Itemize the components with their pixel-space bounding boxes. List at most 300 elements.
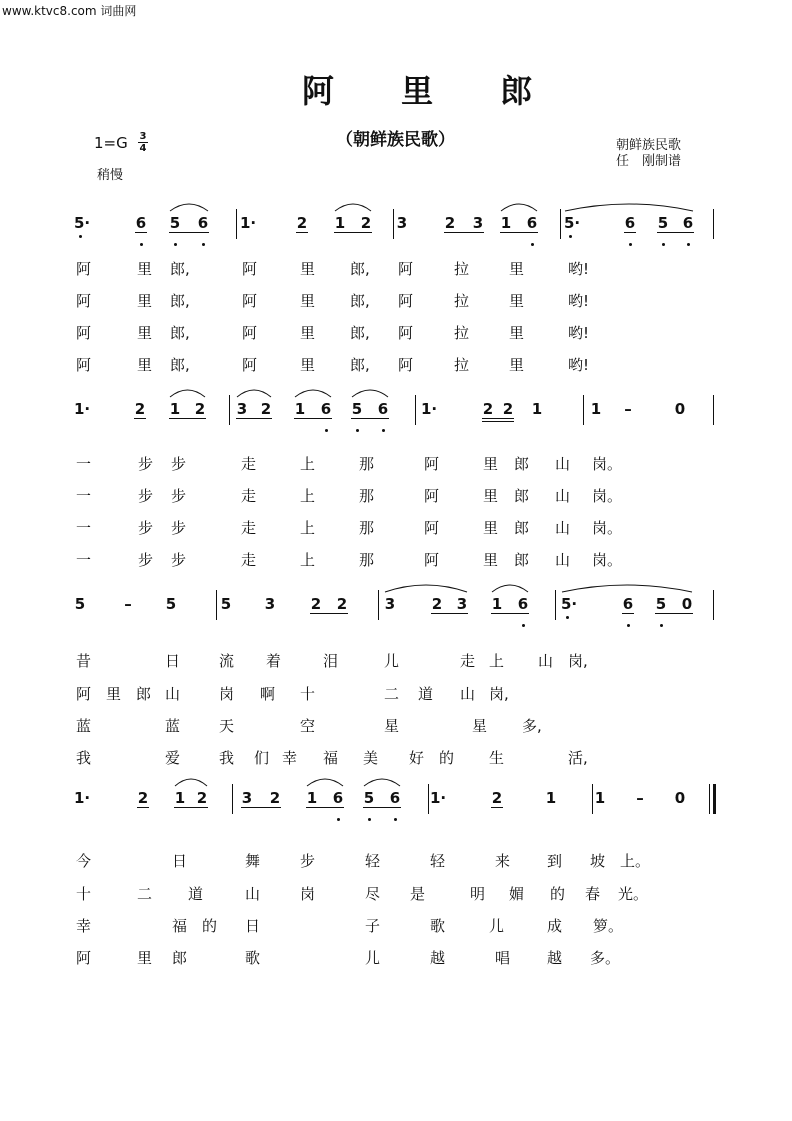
slur xyxy=(335,201,371,213)
note: 2 xyxy=(269,789,281,807)
lyric-char: 拉 xyxy=(454,260,470,278)
lyric-char: 郎, xyxy=(350,356,370,374)
octave-dot xyxy=(202,243,205,246)
lyric-char: 阿 xyxy=(242,356,258,374)
lyric-char: 阿 xyxy=(398,356,414,374)
octave-dot xyxy=(569,235,572,238)
lyric-char: 那 xyxy=(359,519,375,537)
barline xyxy=(555,590,556,620)
note: 6 xyxy=(624,214,636,232)
lyric-char: 里 xyxy=(509,356,525,374)
lyric-char: 里 xyxy=(106,685,122,703)
lyric-char: 郎, xyxy=(170,260,190,278)
lyric-char: 里 xyxy=(137,260,153,278)
note: 1 xyxy=(334,214,346,232)
note: 6 xyxy=(377,400,389,418)
lyric-char: 山 xyxy=(165,685,181,703)
lyric-char: 里 xyxy=(300,292,316,310)
lyric-char: 福 xyxy=(323,749,339,767)
duration-underline xyxy=(134,418,146,419)
lyric-char: 哟! xyxy=(568,292,590,310)
lyric-char: 哟! xyxy=(568,356,590,374)
lyric-char: 里 xyxy=(509,292,525,310)
lyric-char: 昔 xyxy=(76,652,92,670)
lyric-char: 上 xyxy=(300,551,316,569)
note: 1· xyxy=(430,789,447,807)
lyric-char: 那 xyxy=(359,487,375,505)
lyric-char: 步 xyxy=(138,455,154,473)
lyric-char: 生 xyxy=(489,749,505,767)
octave-dot xyxy=(79,235,82,238)
note: 6 xyxy=(135,214,147,232)
lyric-char: 日 xyxy=(172,852,188,870)
octave-dot xyxy=(382,429,385,432)
note: 2 xyxy=(482,400,494,418)
lyric-char: 蓝 xyxy=(76,717,92,735)
lyric-char: 福 xyxy=(172,917,188,935)
lyric-char: 上 xyxy=(300,455,316,473)
lyric-char: 里 xyxy=(137,949,153,967)
lyric-char: 的 xyxy=(439,749,455,767)
lyric-char: 舞 xyxy=(245,852,261,870)
lyric-char: 越 xyxy=(547,949,563,967)
duration-underline xyxy=(624,232,636,233)
lyric-char: 坡 xyxy=(590,852,606,870)
lyric-char: 里 xyxy=(300,324,316,342)
lyric-char: 阿 xyxy=(76,356,92,374)
duration-underline xyxy=(491,807,503,808)
lyric-char: 郎, xyxy=(350,292,370,310)
barline xyxy=(709,784,710,814)
barline xyxy=(236,209,237,239)
note: 3 xyxy=(236,400,248,418)
note: 1 xyxy=(545,789,557,807)
note: 2 xyxy=(296,214,308,232)
note: 2 xyxy=(196,789,208,807)
slur xyxy=(364,776,400,788)
note: 1 xyxy=(590,400,602,418)
attribution-origin: 朝鲜族民歌 xyxy=(616,138,682,153)
lyric-char: 泪 xyxy=(323,652,339,670)
key-signature: 1=G xyxy=(94,134,128,152)
duration-underline xyxy=(236,418,272,419)
barline xyxy=(592,784,593,814)
barline xyxy=(428,784,429,814)
duration-underline xyxy=(334,232,372,233)
lyric-char: 是 xyxy=(410,885,426,903)
lyric-char: 岗。 xyxy=(592,487,623,505)
slur xyxy=(295,387,331,399)
note: 5 xyxy=(351,400,363,418)
lyric-char: 星 xyxy=(384,717,400,735)
lyric-char: 里 xyxy=(137,356,153,374)
lyric-char: 十 xyxy=(76,885,92,903)
tempo-marking: 稍慢 xyxy=(97,168,124,183)
lyric-char: 阿 xyxy=(76,260,92,278)
barline xyxy=(378,590,379,620)
lyric-char: 阿 xyxy=(242,324,258,342)
note: – xyxy=(636,789,644,807)
lyric-char: 哟! xyxy=(568,324,590,342)
octave-dot xyxy=(522,624,525,627)
lyric-char: 里 xyxy=(509,260,525,278)
lyric-char: 阿 xyxy=(424,487,440,505)
note: 3 xyxy=(241,789,253,807)
note: 5 xyxy=(363,789,375,807)
lyric-char: 岗 xyxy=(300,885,316,903)
lyric-char: 走 xyxy=(241,519,257,537)
lyric-char: 郎 xyxy=(514,519,530,537)
note: 2 xyxy=(360,214,372,232)
note: 2 xyxy=(194,400,206,418)
slur xyxy=(385,582,467,594)
lyric-char: 一 xyxy=(76,455,92,473)
lyric-char: 尽 xyxy=(365,885,381,903)
lyric-char: 的 xyxy=(550,885,566,903)
lyric-char: 山 xyxy=(555,455,571,473)
duration-underline xyxy=(444,232,484,233)
lyric-char: 郎 xyxy=(514,455,530,473)
lyric-char: 上 xyxy=(300,487,316,505)
note: 1· xyxy=(74,400,91,418)
final-barline xyxy=(713,784,716,814)
lyric-char: 一 xyxy=(76,551,92,569)
lyric-char: 阿 xyxy=(398,292,414,310)
slur xyxy=(352,387,388,399)
lyric-char: 日 xyxy=(165,652,181,670)
lyric-char: 岗。 xyxy=(592,519,623,537)
lyric-char: 步 xyxy=(138,487,154,505)
slur xyxy=(492,582,528,594)
note: 3 xyxy=(384,595,396,613)
note: 5· xyxy=(561,595,578,613)
note: 2 xyxy=(491,789,503,807)
lyric-char: 光。 xyxy=(618,885,649,903)
lyric-char: 们 xyxy=(254,749,270,767)
barline xyxy=(393,209,394,239)
duration-underline xyxy=(482,418,514,419)
slur xyxy=(307,776,343,788)
duration-underline xyxy=(482,421,514,422)
note: 2 xyxy=(336,595,348,613)
lyric-char: 里 xyxy=(483,487,499,505)
lyric-char: 郎 xyxy=(172,949,188,967)
barline xyxy=(560,209,561,239)
lyric-char: 郎 xyxy=(514,487,530,505)
note: 2 xyxy=(431,595,443,613)
duration-underline xyxy=(431,613,468,614)
lyric-char: 走 xyxy=(241,455,257,473)
note: 1 xyxy=(169,400,181,418)
duration-underline xyxy=(655,613,693,614)
barline xyxy=(713,395,714,425)
note: 5 xyxy=(169,214,181,232)
meter-top: 3 xyxy=(139,131,147,142)
octave-dot xyxy=(337,818,340,821)
lyric-char: 山 xyxy=(555,487,571,505)
duration-underline xyxy=(657,232,694,233)
note: 6 xyxy=(622,595,634,613)
octave-dot xyxy=(662,243,665,246)
octave-dot xyxy=(140,243,143,246)
note: 5 xyxy=(74,595,86,613)
lyric-char: 郎 xyxy=(136,685,152,703)
note: 0 xyxy=(674,789,686,807)
lyric-char: 我 xyxy=(219,749,235,767)
note: 1· xyxy=(421,400,438,418)
lyric-char: 里 xyxy=(509,324,525,342)
lyric-char: 阿 xyxy=(398,324,414,342)
lyric-char: 山 xyxy=(460,685,476,703)
lyric-char: 来 xyxy=(495,852,511,870)
note: 5 xyxy=(655,595,667,613)
duration-underline xyxy=(294,418,332,419)
lyric-char: 步 xyxy=(138,519,154,537)
duration-underline xyxy=(351,418,389,419)
note: 0 xyxy=(681,595,693,613)
lyric-char: 道 xyxy=(418,685,434,703)
lyric-char: 儿 xyxy=(489,917,505,935)
lyric-char: 儿 xyxy=(384,652,400,670)
lyric-char: 郎, xyxy=(170,356,190,374)
barline xyxy=(229,395,230,425)
barline xyxy=(216,590,217,620)
lyric-char: 哟! xyxy=(568,260,590,278)
note: 1 xyxy=(174,789,186,807)
lyric-char: 我 xyxy=(76,749,92,767)
lyric-char: 里 xyxy=(300,260,316,278)
lyric-char: 空 xyxy=(300,717,316,735)
note: 3 xyxy=(472,214,484,232)
lyric-char: 二 xyxy=(384,685,400,703)
note: 6 xyxy=(197,214,209,232)
lyric-char: 道 xyxy=(188,885,204,903)
note: 3 xyxy=(456,595,468,613)
attribution xyxy=(616,138,681,170)
lyric-char: 山 xyxy=(555,519,571,537)
lyric-char: 阿 xyxy=(424,519,440,537)
lyric-char: 岗, xyxy=(489,685,509,703)
meter-bottom: 4 xyxy=(139,143,147,154)
lyric-char: 儿 xyxy=(365,949,381,967)
watermark: www.ktvc8.com 词曲网 xyxy=(2,4,137,18)
slur xyxy=(170,387,205,399)
duration-underline xyxy=(622,613,634,614)
note: 1 xyxy=(294,400,306,418)
note: 3 xyxy=(396,214,408,232)
lyric-char: 阿 xyxy=(242,260,258,278)
lyric-char: 子 xyxy=(365,917,381,935)
octave-dot xyxy=(660,624,663,627)
note: – xyxy=(124,595,132,613)
lyric-char: 天 xyxy=(219,717,235,735)
lyric-char: 歌 xyxy=(430,917,446,935)
lyric-char: 上。 xyxy=(620,852,651,870)
lyric-char: 一 xyxy=(76,519,92,537)
lyric-char: 岗, xyxy=(568,652,588,670)
lyric-char: 的 xyxy=(202,917,218,935)
lyric-char: 轻 xyxy=(365,852,381,870)
duration-underline xyxy=(169,232,209,233)
attribution-arranger: 任 刚制谱 xyxy=(616,154,682,169)
note: 6 xyxy=(526,214,538,232)
lyric-char: 阿 xyxy=(424,455,440,473)
barline xyxy=(583,395,584,425)
slur xyxy=(175,776,207,788)
slur xyxy=(237,387,271,399)
lyric-char: 日 xyxy=(245,917,261,935)
lyric-char: 那 xyxy=(359,455,375,473)
note: 1 xyxy=(594,789,606,807)
time-signature xyxy=(138,131,148,154)
note: 1 xyxy=(531,400,543,418)
lyric-char: 成 xyxy=(547,917,563,935)
octave-dot xyxy=(356,429,359,432)
duration-underline xyxy=(310,613,348,614)
note: 0 xyxy=(674,400,686,418)
lyric-char: 爱 xyxy=(165,749,181,767)
note: 5 xyxy=(657,214,669,232)
note: 3 xyxy=(264,595,276,613)
lyric-char: 轻 xyxy=(430,852,446,870)
slur xyxy=(170,201,208,213)
duration-underline xyxy=(174,807,208,808)
note: 6 xyxy=(320,400,332,418)
lyric-char: 岗。 xyxy=(592,551,623,569)
duration-underline xyxy=(306,807,344,808)
barline xyxy=(713,590,714,620)
note: 5· xyxy=(564,214,581,232)
lyric-char: 步 xyxy=(300,852,316,870)
lyric-char: 岗 xyxy=(219,685,235,703)
lyric-char: 美 xyxy=(363,749,379,767)
lyric-char: 里 xyxy=(300,356,316,374)
lyric-char: 着 xyxy=(266,652,282,670)
lyric-char: 阿 xyxy=(76,292,92,310)
lyric-char: 歌 xyxy=(245,949,261,967)
lyric-char: 郎, xyxy=(170,292,190,310)
octave-dot xyxy=(629,243,632,246)
note: 6 xyxy=(389,789,401,807)
lyric-char: 春 xyxy=(585,885,601,903)
lyric-char: 山 xyxy=(245,885,261,903)
lyric-char: 阿 xyxy=(76,324,92,342)
duration-underline xyxy=(500,232,538,233)
lyric-char: 郎, xyxy=(170,324,190,342)
lyric-char: 走 xyxy=(241,551,257,569)
note: 5 xyxy=(165,595,177,613)
lyric-char: 上 xyxy=(489,652,505,670)
octave-dot xyxy=(566,616,569,619)
lyric-char: 蓝 xyxy=(165,717,181,735)
barline xyxy=(232,784,233,814)
lyric-char: 里 xyxy=(483,519,499,537)
duration-underline xyxy=(137,807,149,808)
note: 6 xyxy=(332,789,344,807)
note: 2 xyxy=(310,595,322,613)
lyric-char: 啊 xyxy=(260,685,276,703)
note: 1 xyxy=(306,789,318,807)
note: 6 xyxy=(682,214,694,232)
lyric-char: 郎, xyxy=(350,324,370,342)
note: 2 xyxy=(134,400,146,418)
lyric-char: 走 xyxy=(241,487,257,505)
lyric-char: 今 xyxy=(76,852,92,870)
note: 1· xyxy=(240,214,257,232)
note: 2 xyxy=(260,400,272,418)
note: 2 xyxy=(444,214,456,232)
octave-dot xyxy=(394,818,397,821)
lyric-char: 拉 xyxy=(454,324,470,342)
lyric-char: 郎, xyxy=(350,260,370,278)
lyric-char: 箩。 xyxy=(593,917,624,935)
lyric-char: 到 xyxy=(547,852,563,870)
duration-underline xyxy=(296,232,308,233)
lyric-char: 走 xyxy=(460,652,476,670)
lyric-char: 二 xyxy=(137,885,153,903)
lyric-char: 活, xyxy=(568,749,588,767)
lyric-char: 那 xyxy=(359,551,375,569)
note: 5 xyxy=(220,595,232,613)
lyric-char: 幸 xyxy=(282,749,298,767)
barline xyxy=(713,209,714,239)
lyric-char: 步 xyxy=(171,551,187,569)
lyric-char: 岗。 xyxy=(592,455,623,473)
lyric-char: 上 xyxy=(300,519,316,537)
lyric-char: 好 xyxy=(409,749,425,767)
lyric-char: 步 xyxy=(171,455,187,473)
duration-underline xyxy=(169,418,206,419)
note: 1 xyxy=(491,595,503,613)
lyric-char: 阿 xyxy=(76,949,92,967)
lyric-char: 阿 xyxy=(398,260,414,278)
lyric-char: 幸 xyxy=(76,917,92,935)
lyric-char: 十 xyxy=(300,685,316,703)
duration-underline xyxy=(363,807,401,808)
lyric-char: 里 xyxy=(483,455,499,473)
note: 2 xyxy=(137,789,149,807)
lyric-char: 唱 xyxy=(495,949,511,967)
lyric-char: 阿 xyxy=(76,685,92,703)
lyric-char: 拉 xyxy=(454,356,470,374)
note: 2 xyxy=(502,400,514,418)
lyric-char: 阿 xyxy=(424,551,440,569)
duration-underline xyxy=(491,613,529,614)
note: – xyxy=(624,400,632,418)
lyric-char: 媚 xyxy=(509,885,525,903)
lyric-char: 多, xyxy=(522,717,542,735)
lyric-char: 拉 xyxy=(454,292,470,310)
lyric-char: 越 xyxy=(430,949,446,967)
lyric-char: 里 xyxy=(483,551,499,569)
note: 6 xyxy=(517,595,529,613)
barline xyxy=(415,395,416,425)
song-subtitle: （朝鲜族民歌） xyxy=(336,130,455,150)
octave-dot xyxy=(174,243,177,246)
octave-dot xyxy=(325,429,328,432)
slur xyxy=(562,582,692,594)
slur xyxy=(501,201,537,213)
octave-dot xyxy=(368,818,371,821)
lyric-char: 步 xyxy=(171,519,187,537)
duration-underline xyxy=(241,807,281,808)
note: 1· xyxy=(74,789,91,807)
lyric-char: 流 xyxy=(219,652,235,670)
octave-dot xyxy=(687,243,690,246)
duration-underline xyxy=(135,232,147,233)
slur xyxy=(565,201,693,213)
lyric-char: 步 xyxy=(138,551,154,569)
